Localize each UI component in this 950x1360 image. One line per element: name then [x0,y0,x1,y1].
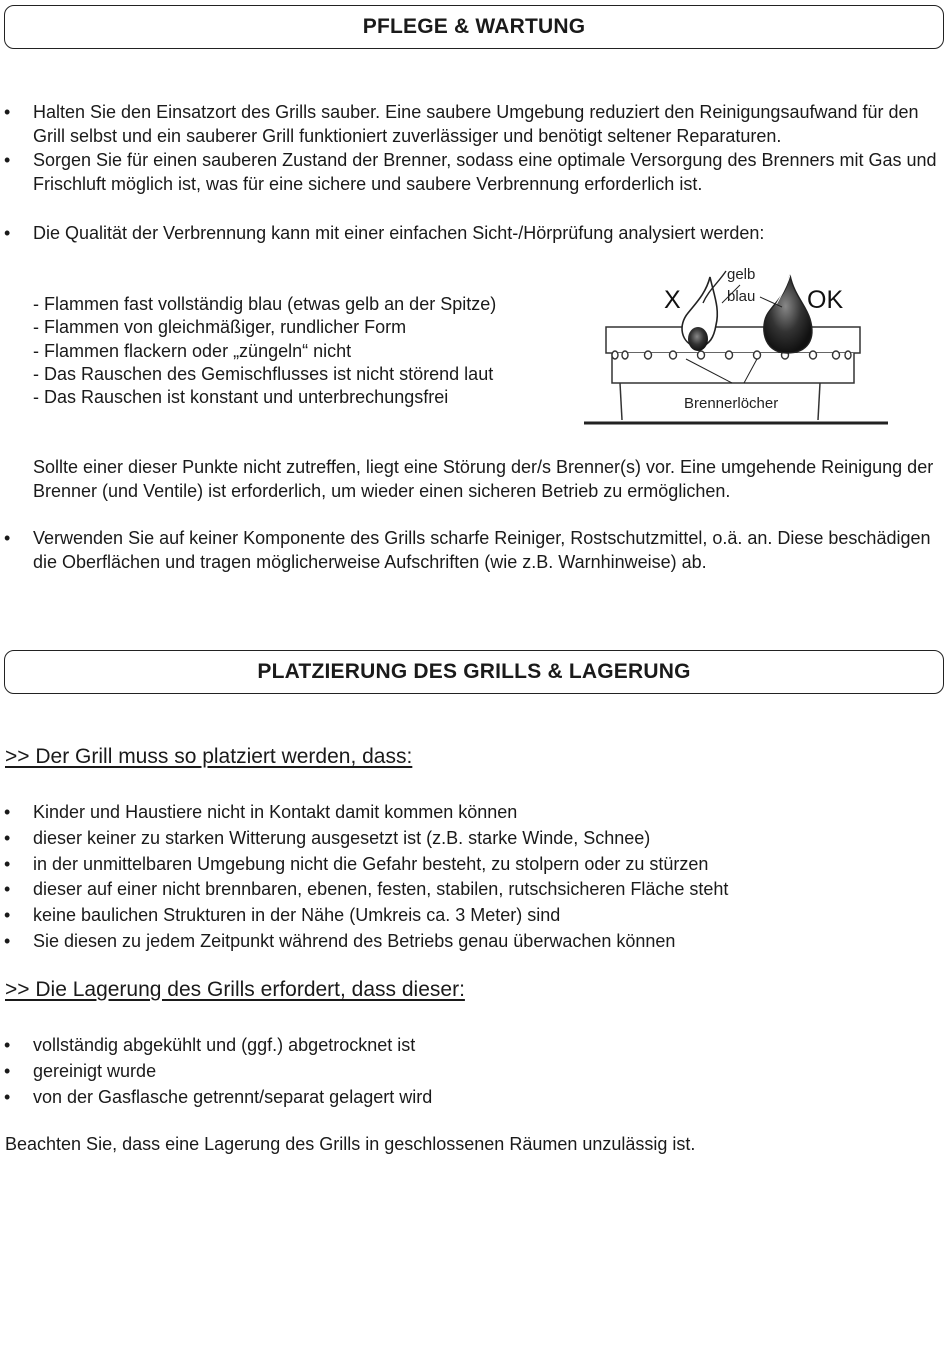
care-bullet-cleaners [0,526,945,574]
storage-heading: >> Die Lagerung des Grills erfordert, dass dieser: [5,978,465,1001]
burner-body [606,327,860,353]
placement-section-header [4,650,944,694]
checklist-item: - Flammen flackern oder „züngeln“ nicht [33,340,352,361]
fault-text: Sollte einer dieser Punkte nicht zutreffen, liegt eine Störung der/s Brenner(s) vor. Eine umgehende Reinigung der Brenner (und Ventile) ist erforderlich, um wieder einen sicheren Betrieb zu ermöglichen. [33,457,934,501]
care-section-title: PFLEGE & WARTUNG [362,15,586,38]
placement-list [0,800,945,955]
storage-note: Beachten Sie, dass eine Lagerung des Grills in geschlossenen Räumen unzulässig ist. [5,1134,696,1154]
care-bullet-list [0,100,945,196]
storage-list [0,1032,945,1110]
storage-item: • vollständig abgekühlt und (ggf.) abgetrocknet ist [0,1032,945,1058]
cleaner-warning-text: • Verwenden Sie auf keiner Komponente des Grills scharfe Reiniger, Rostschutzmittel, o.ä. an. Diese beschädigen die Oberflächen und tragen möglicherweise Aufschriften (wie z.B. Warnhinweise) ab. [0,526,945,574]
burner-leg [818,383,820,420]
flame-bad-core [688,327,708,351]
checklist-item: - Das Rauschen ist konstant und unterbrechungsfrei [33,387,449,408]
placement-item: • in der unmittelbaren Umgebung nicht die Gefahr besteht, zu stolpern oder zu stürzen [0,852,945,878]
burner-holes [612,351,851,359]
checklist-item: - Flammen fast vollständig blau (etwas gelb an der Spitze) [33,294,497,314]
burner-leg [620,383,622,420]
checklist-item: - Flammen von gleichmäßiger, rundlicher Form [33,317,407,338]
storage-item: • von der Gasflasche getrennt/separat gelagert wird [0,1084,945,1110]
combustion-checklist [0,292,603,408]
label-good: OK [807,286,844,314]
combustion-check-text: • Die Qualität der Verbrennung kann mit einer einfachen Sicht-/Hörprüfung analysiert werden: [0,221,945,245]
care-bullet-clean-burners: • Sorgen Sie für einen sauberen Zustand der Brenner, sodass eine optimale Versorgung des Brenners mit Gas und Frischluft möglich ist, was für eine sichere und saubere Verbrennung erforderlich ist. [0,148,945,196]
care-bullet-clean-location: • Halten Sie den Einsatzort des Grills sauber. Eine saubere Umgebung reduziert den Reinigungsaufwand für den Grill selbst und ein sauberer Grill funktioniert zuverlässiger und benötigt seltener Reparaturen. [0,100,945,148]
care-section-header [4,5,944,49]
placement-heading: >> Der Grill muss so platziert werden, dass: [5,745,413,768]
placement-item: • Kinder und Haustiere nicht in Kontakt damit kommen können [0,800,945,826]
care-bullet-combustion [0,221,945,245]
storage-item: • gereinigt wurde [0,1058,945,1084]
label-bad: X [664,286,681,314]
flame-good-icon [764,275,812,353]
label-burner-holes: Brennerlöcher [684,395,779,412]
placement-item: • dieser keiner zu starken Witterung ausgesetzt ist (z.B. starke Winde, Schnee) [0,826,945,852]
placement-item: • dieser auf einer nicht brennbaren, ebenen, festen, stabilen, rutschsicheren Fläche steht [0,877,945,903]
label-blue: blau [727,288,756,305]
checklist-item: - Das Rauschen des Gemischflusses ist nicht störend laut [33,363,494,384]
placement-item: • Sie diesen zu jedem Zeitpunkt während des Betriebs genau überwachen können [0,929,945,955]
label-yellow: gelb [727,266,756,283]
placement-item: • keine baulichen Strukturen in der Nähe (Umkreis ca. 3 Meter) sind [0,903,945,929]
placement-section-title: PLATZIERUNG DES GRILLS & LAGERUNG [257,660,691,683]
burner-flame-diagram [582,255,892,430]
